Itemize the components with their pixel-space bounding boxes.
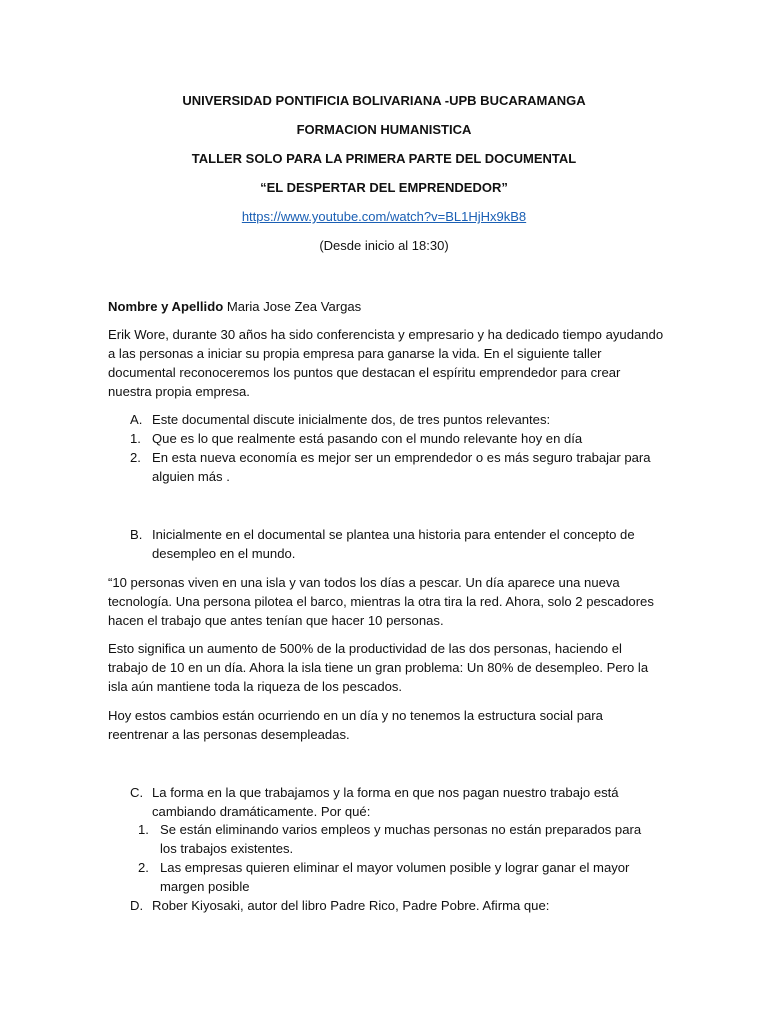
time-range: (Desde inicio al 18:30) bbox=[319, 238, 449, 253]
section-d-marker: D. bbox=[130, 898, 144, 913]
section-b bbox=[130, 525, 690, 563]
film-title-heading: “EL DESPERTAR DEL EMPRENDEDOR” bbox=[260, 180, 508, 195]
list-marker: 2. bbox=[138, 860, 149, 875]
story-paragraph: Hoy estos cambios están ocurriendo en un día y no tenemos la estructura social para reentrenar a las personas desempleadas. bbox=[108, 708, 603, 742]
story-paragraph: “10 personas viven en una isla y van todos los días a pescar. Un día aparece una nueva tecnología. Una persona pilotea el barco, mientras la otra tira la red. Ahora, solo 2 pescadores hacen el trabajo que antes tenían que hacer 10 personas. bbox=[108, 575, 654, 628]
list-marker: 1. bbox=[138, 822, 149, 837]
list-item-text: Las empresas quieren eliminar el mayor volumen posible y lograr ganar el mayor margen posible bbox=[160, 860, 630, 894]
student-name: Maria Jose Zea Vargas bbox=[226, 299, 362, 314]
intro-paragraph: Erik Wore, durante 30 años ha sido conferencista y empresario y ha dedicado tiempo ayudando a las personas a iniciar su propia empresa para ganarse la vida. En el siguiente taller documental reconoceremos los puntos que destacan el espíritu emprendedor para crear nuestra propia empresa. bbox=[108, 327, 664, 399]
section-c-item bbox=[138, 820, 698, 858]
workshop-heading: TALLER SOLO PARA LA PRIMERA PARTE DEL DOCUMENTAL bbox=[191, 151, 577, 166]
video-link[interactable]: https://www.youtube.com/watch?v=BL1HjHx9kB8 bbox=[241, 209, 527, 224]
list-item-text: En esta nueva economía es mejor ser un emprendedor o es más seguro trabajar para alguien más . bbox=[152, 450, 651, 484]
section-a-text: Este documental discute inicialmente dos, de tres puntos relevantes: bbox=[152, 412, 551, 427]
list-item-text: Se están eliminando varios empleos y muchas personas no están preparados para los trabajos existentes. bbox=[160, 822, 642, 856]
list-marker: 1. bbox=[130, 431, 141, 446]
program-heading: FORMACION HUMANISTICA bbox=[296, 122, 472, 137]
section-a-marker: A. bbox=[130, 412, 143, 427]
section-c-text: La forma en la que trabajamos y la forma en que nos pagan nuestro trabajo está cambiando dramáticamente. Por qué: bbox=[152, 785, 619, 819]
story-paragraph: Esto significa un aumento de 500% de la productividad de las dos personas, haciendo el trabajo de 10 en un día. Ahora la isla tiene un gran problema: Un 80% de desempleo. Pero la isla aún mantiene toda la riqueza de los pescados. bbox=[108, 641, 649, 694]
student-label: Nombre y Apellido bbox=[108, 299, 224, 314]
section-d-text: Rober Kiyosaki, autor del libro Padre Rico, Padre Pobre. Afirma que: bbox=[152, 898, 550, 913]
university-heading: UNIVERSIDAD PONTIFICIA BOLIVARIANA -UPB BUCARAMANGA bbox=[182, 93, 586, 108]
section-a-item bbox=[130, 429, 690, 448]
section-a bbox=[130, 410, 690, 429]
section-c-marker: C. bbox=[130, 785, 144, 800]
section-b-marker: B. bbox=[130, 527, 143, 542]
list-item-text: Que es lo que realmente está pasando con el mundo relevante hoy en día bbox=[152, 431, 583, 446]
video-link-line bbox=[0, 209, 768, 224]
list-marker: 2. bbox=[130, 450, 141, 465]
student-line bbox=[108, 297, 664, 316]
section-b-text: Inicialmente en el documental se plantea una historia para entender el concepto de desempleo en el mundo. bbox=[152, 527, 635, 561]
section-d bbox=[130, 896, 690, 915]
section-c-item bbox=[138, 858, 698, 896]
section-c bbox=[130, 783, 690, 821]
section-a-item bbox=[130, 448, 690, 486]
